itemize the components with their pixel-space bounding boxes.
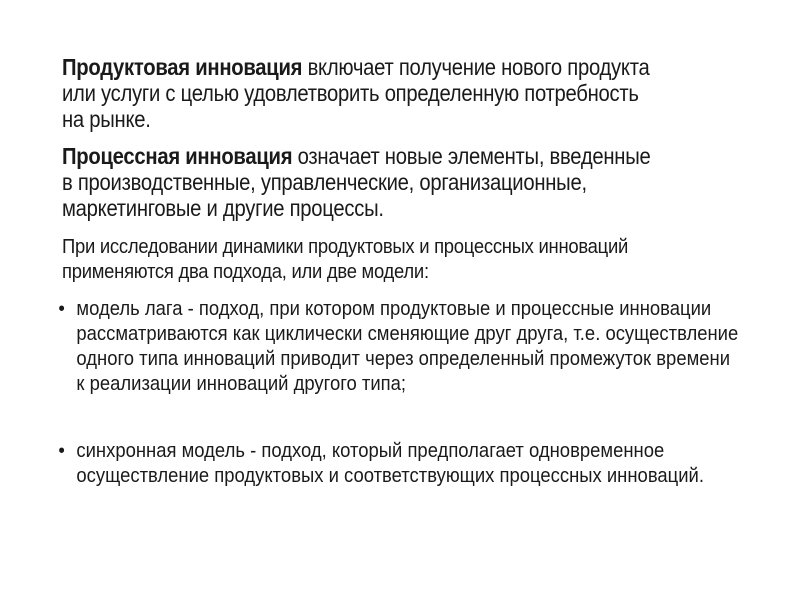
models-intro-paragraph <box>62 234 728 284</box>
list-item <box>58 296 739 396</box>
product-innovation-definition: включает получение нового продукта или услуги с целью удовлетворить определенную потребность на рынке. <box>62 54 650 132</box>
product-innovation-term: Продуктовая инновация <box>62 54 303 80</box>
bullet-marker: • <box>58 439 65 462</box>
models-intro-text: При исследовании динамики продуктовых и процессных инноваций применяются два подхода, или две модели: <box>62 235 629 283</box>
bullet-marker: • <box>58 297 65 320</box>
list-item <box>58 438 728 488</box>
process-innovation-definition: означает новые элементы, введенные в производственные, управленческие, организационные, маркетинговые и другие процессы. <box>62 143 651 221</box>
process-innovation-paragraph <box>62 143 731 221</box>
synchronous-model-text: синхронная модель - подход, который предполагает одновременное осуществление продуктовых и соответствующих процессных инноваций. <box>76 439 704 487</box>
product-innovation-paragraph <box>62 54 731 132</box>
process-innovation-term: Процессная инновация <box>62 143 293 169</box>
lag-model-text: модель лага - подход, при котором продуктовые и процессные инновации рассматриваются как циклически сменяющие друг друга, т.е. осуществление одного типа инноваций приводит через определенный промежуток времени к реализации инноваций другого типа; <box>76 297 739 395</box>
